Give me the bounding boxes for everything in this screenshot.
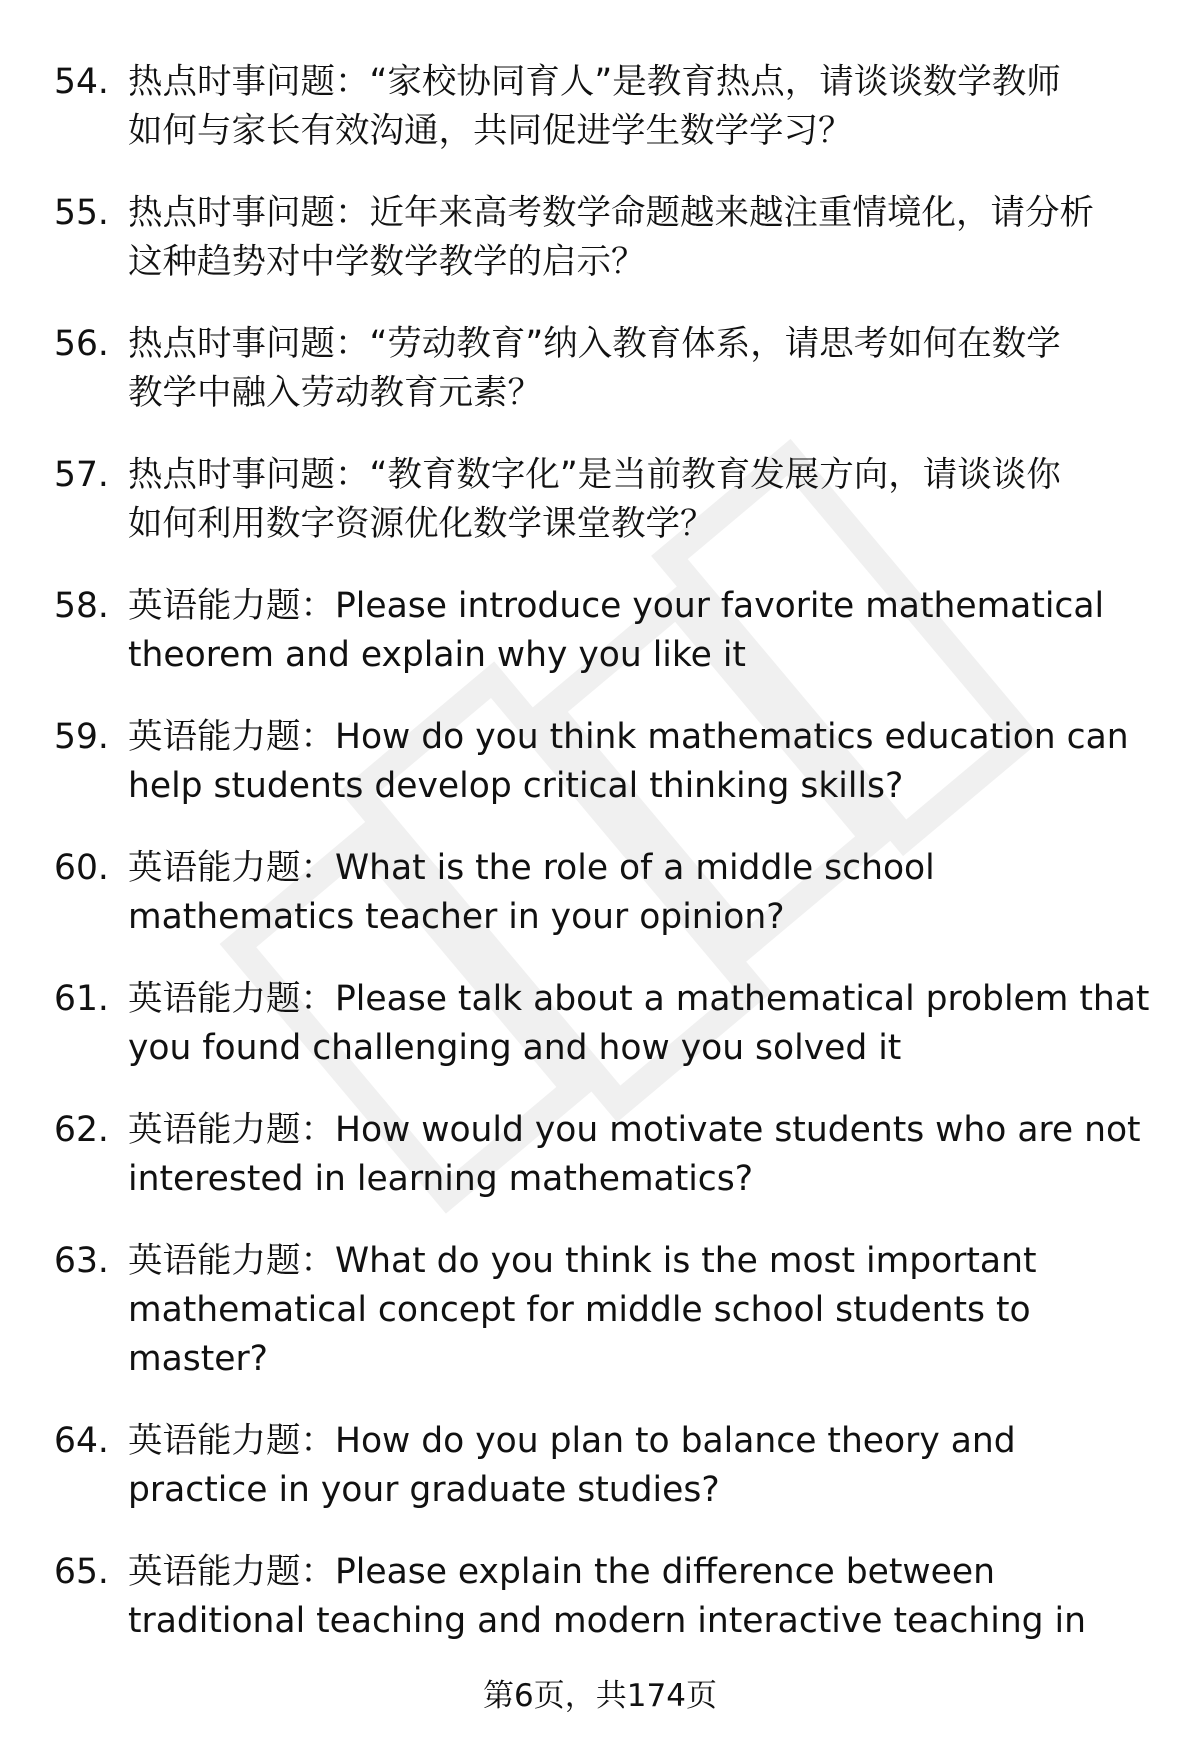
question-list: [0, 58, 1200, 1679]
question-text: 热点时事问题：“劳动教育”纳入教育体系，请思考如何在数学 教学中融入劳动教育元素？: [128, 324, 1061, 413]
question-item-64: [0, 1417, 1200, 1515]
question-text: 热点时事问题：“家校协同育人”是教育热点，请谈谈数学教师 如何与家长有效沟通，共同促进学生数学学习？: [128, 62, 1061, 151]
question-item-56: [0, 320, 1200, 418]
question-text: 英语能力题：Please introduce your favorite mathematical theorem and explain why you like it: [128, 586, 1105, 675]
question-text: 英语能力题：How do you plan to balance theory and practice in your graduate studies?: [128, 1421, 1016, 1510]
question-item-54: [0, 58, 1200, 156]
question-text: 英语能力题：What is the role of a middle school mathematics teacher in your opinion?: [128, 848, 935, 937]
question-number: 54.: [54, 62, 109, 102]
question-text: 英语能力题：Please explain the difference between traditional teaching and modern interactive teaching in: [128, 1552, 1086, 1641]
question-text: 热点时事问题：近年来高考数学命题越来越注重情境化，请分析 这种趋势对中学数学教学的启示？: [128, 193, 1094, 282]
question-item-65: [0, 1548, 1200, 1646]
question-text: 英语能力题：What do you think is the most important mathematical concept for middle school students to master?: [128, 1241, 1037, 1379]
question-item-60: [0, 844, 1200, 942]
question-number: 56.: [54, 324, 109, 364]
page-number-label: 第6页，共174页: [483, 1678, 717, 1714]
question-number: 60.: [54, 848, 109, 888]
question-number: 61.: [54, 979, 109, 1019]
question-text: 英语能力题：How would you motivate students who are not interested in learning mathematics?: [128, 1110, 1141, 1199]
question-item-63: [0, 1237, 1200, 1384]
question-number: 64.: [54, 1421, 109, 1461]
question-number: 57.: [54, 455, 109, 495]
question-text: 英语能力题：Please talk about a mathematical problem that you found challenging and how you solved it: [128, 979, 1150, 1068]
question-number: 55.: [54, 193, 109, 233]
question-number: 63.: [54, 1241, 109, 1281]
question-item-57: [0, 451, 1200, 549]
question-item-55: [0, 189, 1200, 287]
question-number: 65.: [54, 1552, 109, 1592]
question-text: 热点时事问题：“教育数字化”是当前教育发展方向，请谈谈你 如何利用数字资源优化数学课堂教学？: [128, 455, 1061, 544]
question-item-61: [0, 975, 1200, 1073]
question-item-62: [0, 1106, 1200, 1204]
question-number: 59.: [54, 717, 109, 757]
question-text: 英语能力题：How do you think mathematics education can help students develop critical thinking skills?: [128, 717, 1129, 806]
question-number: 58.: [54, 586, 109, 626]
question-item-59: [0, 713, 1200, 811]
question-item-58: [0, 582, 1200, 680]
question-number: 62.: [54, 1110, 109, 1150]
page-footer: [0, 1676, 1200, 1716]
